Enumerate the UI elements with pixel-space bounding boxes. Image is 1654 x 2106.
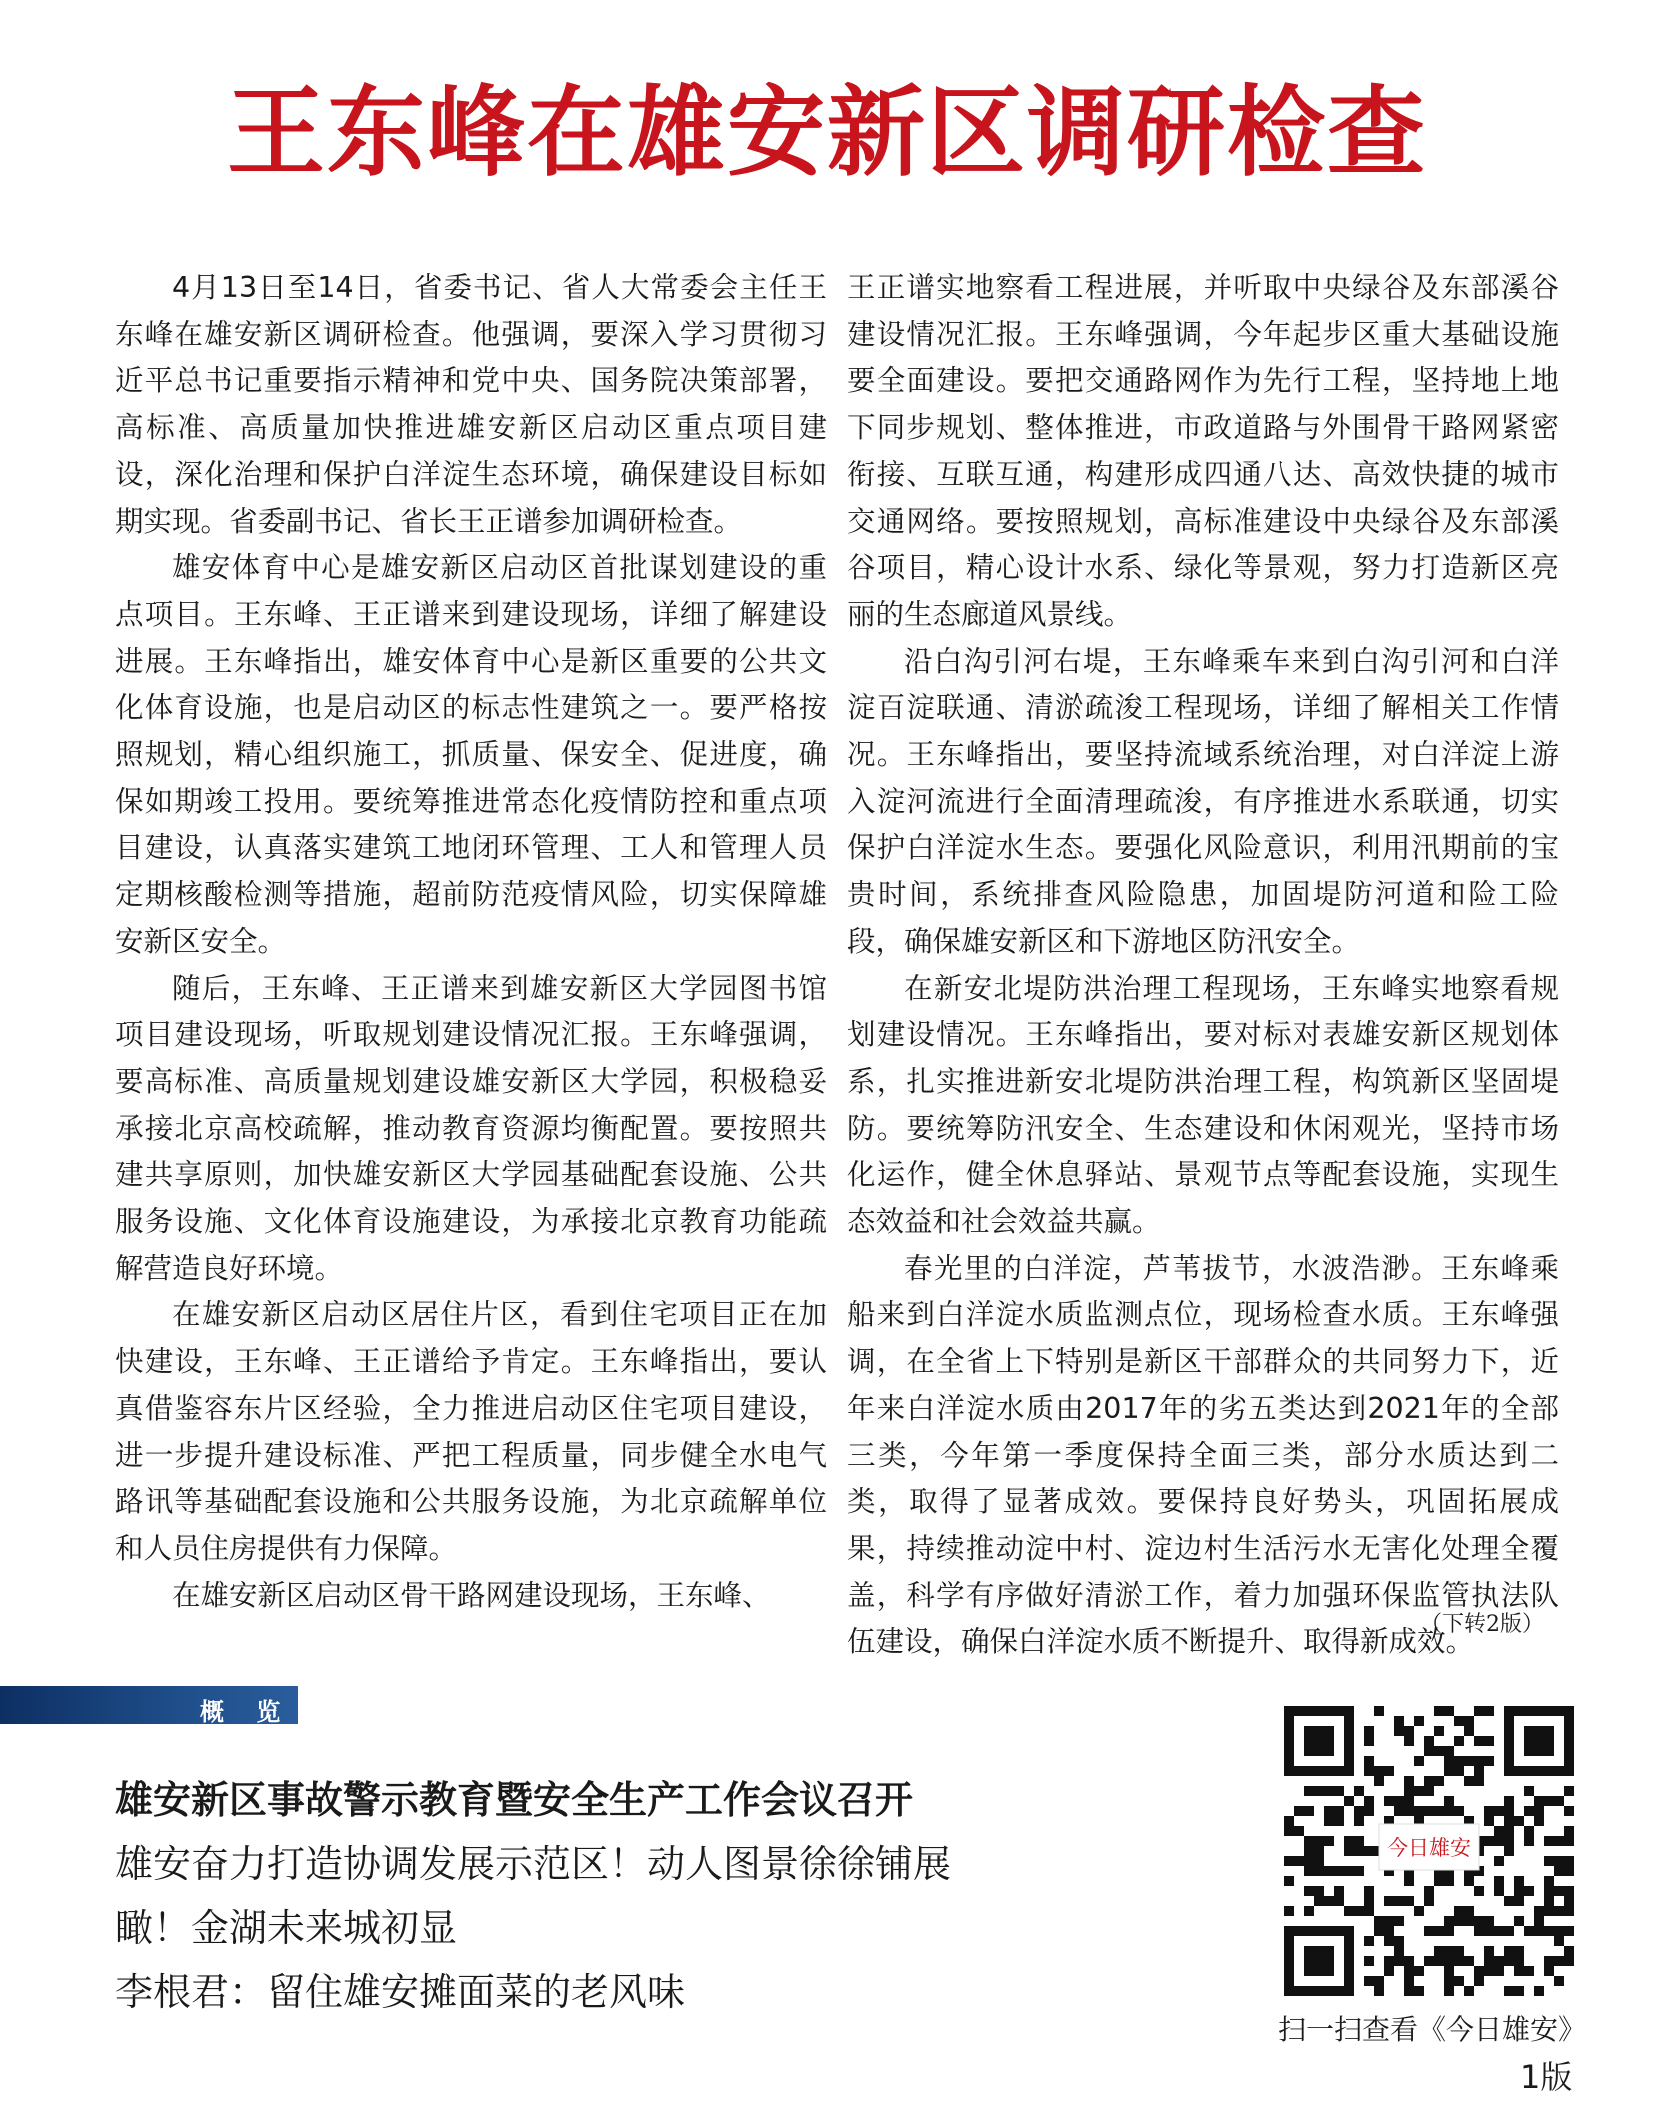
overview-label: 概 览 [200,1698,293,1726]
continued-note: （下转2版） [1420,1612,1544,1637]
overview-news-list [115,1768,1195,2024]
article-paragraph: 4月13日至14日，省委书记、省人大常委会主任王东峰在雄安新区调研检查。他强调，要深入学习贯彻习近平总书记重要指示精神和党中央、国务院决策部署，高标准、高质量加快推进雄安新区启动区重点项目建设，深化治理和保护白洋淀生态环境，确保建设目标如期实现。省委副书记、省长王正谱参加调研检查。 [115,271,827,538]
qr-logo-text: 今日雄安 [1387,1836,1471,1860]
article-paragraph: 沿白沟引河右堤，王东峰乘车来到白沟引河和白洋淀百淀联通、清淤疏浚工程现场，详细了解相关工作情况。王东峰指出，要坚持流域系统治理，对白洋淀上游入淀河流进行全面清理疏浚，有序推进水系联通，切实保护白洋淀水生态。要强化风险意识，利用汛期前的宝贵时间，系统排查风险隐患，加固堤防河道和险工险段，确保雄安新区和下游地区防汛安全。 [847,644,1559,958]
news-link[interactable]: 雄安奋力打造协调发展示范区！动人图景徐徐铺展 [115,1842,952,1886]
news-link[interactable]: 瞰！金湖未来城初显 [115,1906,458,1950]
article-paragraph: 雄安体育中心是雄安新区启动区首批谋划建设的重点项目。王东峰、王正谱来到建设现场，详细了解建设进展。王东峰指出，雄安体育中心是新区重要的公共文化体育设施，也是启动区的标志性建筑之一。要严格按照规划，精心组织施工，抓质量、保安全、促进度，确保如期竣工投用。要统筹推进常态化疫情防控和重点项目建设，认真落实建筑工地闭环管理、工人和管理人员定期核酸检测等措施，超前防范疫情风险，切实保障雄安新区安全。 [115,551,827,958]
article-paragraph: 在新安北堤防洪治理工程现场，王东峰实地察看规划建设情况。王东峰指出，要对标对表雄安新区规划体系，扎实推进新安北堤防洪治理工程，构筑新区坚固堤防。要统筹防汛安全、生态建设和休闲观光，坚持市场化运作，健全休息驿站、景观节点等配套设施，实现生态效益和社会效益共赢。 [847,971,1559,1239]
qr-code-image [1284,1706,1574,1996]
article-paragraph: 随后，王东峰、王正谱来到雄安新区大学园图书馆项目建设现场，听取规划建设情况汇报。王东峰强调，要高标准、高质量规划建设雄安新区大学园，积极稳妥承接北京高校疏解，推动教育资源均衡配置。要按照共建共享原则，加快雄安新区大学园基础配套设施、公共服务设施、文化体育设施建设，为承接北京教育功能疏解营造良好环境。 [115,971,827,1285]
qr-caption: 扫一扫查看《今日雄安》 [1277,2013,1586,2046]
page-number: 1版 [1520,2058,1573,2096]
article-paragraph: 在雄安新区启动区居住片区，看到住宅项目正在加快建设，王东峰、王正谱给予肯定。王东峰指出，要认真借鉴容东片区经验，全力推进启动区住宅项目建设，进一步提升建设标准、严把工程质量，同步健全水电气路讯等基础配套设施和公共服务设施，为北京疏解单位和人员住房提供有力保障。 [115,1298,827,1565]
news-link[interactable]: 雄安新区事故警示教育暨安全生产工作会议召开 [115,1778,914,1822]
qr-code[interactable] [1284,1706,1574,1996]
article-paragraph: 王正谱实地察看工程进展，并听取中央绿谷及东部溪谷建设情况汇报。王东峰强调，今年起步区重大基础设施要全面建设。要把交通路网作为先行工程，坚持地上地下同步规划、整体推进，市政道路与外围骨干路网紧密衔接、互联互通，构建形成四通八达、高效快捷的城市交通网络。要按照规划，高标准建设中央绿谷及东部溪谷项目，精心设计水系、绿化等景观，努力打造新区亮丽的生态廊道风景线。 [847,271,1559,631]
article-paragraph: 在雄安新区启动区骨干路网建设现场，王东峰、 [172,1578,771,1612]
article-paragraph: 春光里的白洋淀，芦苇拔节，水波浩渺。王东峰乘船来到白洋淀水质监测点位，现场检查水质。王东峰强调，在全省上下特别是新区干部群众的共同努力下，近年来白洋淀水质由2017年的劣五类达到2021年的全部三类，今年第一季度保持全面三类，部分水质达到二类，取得了显著成效。要保持良好势头，巩固拓展成果，持续推动淀中村、淀边村生活污水无害化处理全覆盖，科学有序做好清淤工作，着力加强环保监管执法队伍建设，确保白洋淀水质不断提升、取得新成效。 [847,1251,1559,1659]
article-right-column [847,265,1559,1666]
headline: 王东峰在雄安新区调研检查 [226,75,1427,190]
article-left-column [115,265,827,1619]
news-link[interactable]: 李根君：留住雄安摊面菜的老风味 [115,1970,686,2014]
